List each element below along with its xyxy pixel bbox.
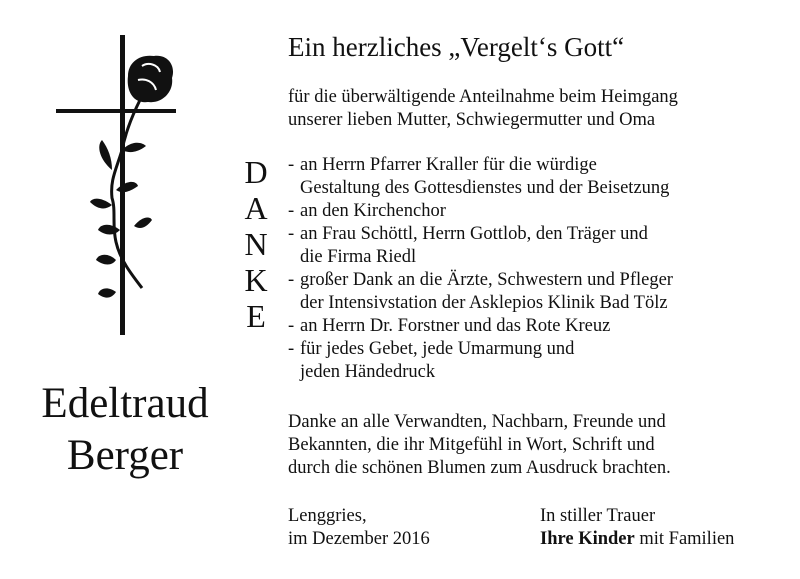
list-line: für jedes Gebet, jede Umarmung und [300,339,575,359]
danke-letter: D [244,154,268,190]
place-date [288,505,430,551]
intro-line: unserer lieben Mutter, Schwiegermutter und Oma [288,110,656,130]
list-item [288,315,673,338]
place-date-line: im Dezember 2016 [288,529,430,549]
list-dash: - [288,155,295,175]
list-line: die Firma Riedl [300,247,417,267]
list-dash: - [288,316,295,336]
signature [540,505,734,551]
list-dash: - [288,270,295,290]
closing-line: durch die schönen Blumen zum Ausdruck brachten. [288,458,671,478]
list-line: an Herrn Dr. Forstner und das Rote Kreuz [300,316,611,336]
thanks-list [288,154,673,384]
intro-text [288,86,678,132]
closing-line: Bekannten, die ihr Mitgefühl in Wort, Schrift und [288,435,655,455]
list-item [288,154,673,200]
closing-text [288,411,671,480]
list-line: an Frau Schöttl, Herrn Gottlob, den Träger und [300,224,648,244]
signature-bold: Ihre Kinder [540,529,635,549]
danke-vertical [236,154,276,334]
closing-line: Danke an alle Verwandten, Nachbarn, Freunde und [288,412,666,432]
list-line: der Intensivstation der Asklepios Klinik Bad Tölz [300,293,668,313]
signature-rest: mit Familien [634,529,735,549]
intro-line: für die überwältigende Anteilnahme beim Heimgang [288,87,678,107]
list-dash: - [288,339,295,359]
signature-line2 [540,528,734,551]
list-dash: - [288,201,295,221]
list-item [288,223,673,269]
signature-line1: In stiller Trauer [540,506,656,526]
deceased-last-name: Berger [66,432,184,479]
list-line: großer Dank an die Ärzte, Schwestern und Pfleger [300,270,673,290]
list-line: jeden Händedruck [300,362,436,382]
danke-letter: A [244,190,268,226]
place-city: Lenggries, [288,506,367,526]
deceased-first-name: Edeltraud [41,380,209,427]
list-item [288,338,673,384]
danke-letter: K [244,262,268,298]
list-line: an den Kirchenchor [300,201,446,221]
list-line: an Herrn Pfarrer Kraller für die würdige [300,155,597,175]
danke-letter: E [246,298,266,334]
list-item [288,269,673,315]
list-line: Gestaltung des Gottesdienstes und der Beisetzung [300,178,670,198]
notice-title: Ein herzliches „Vergelt‘s Gott“ [288,32,625,62]
list-item [288,200,673,223]
list-dash: - [288,224,295,244]
cross-with-rose-icon [50,30,180,340]
danke-letter: N [244,226,268,262]
